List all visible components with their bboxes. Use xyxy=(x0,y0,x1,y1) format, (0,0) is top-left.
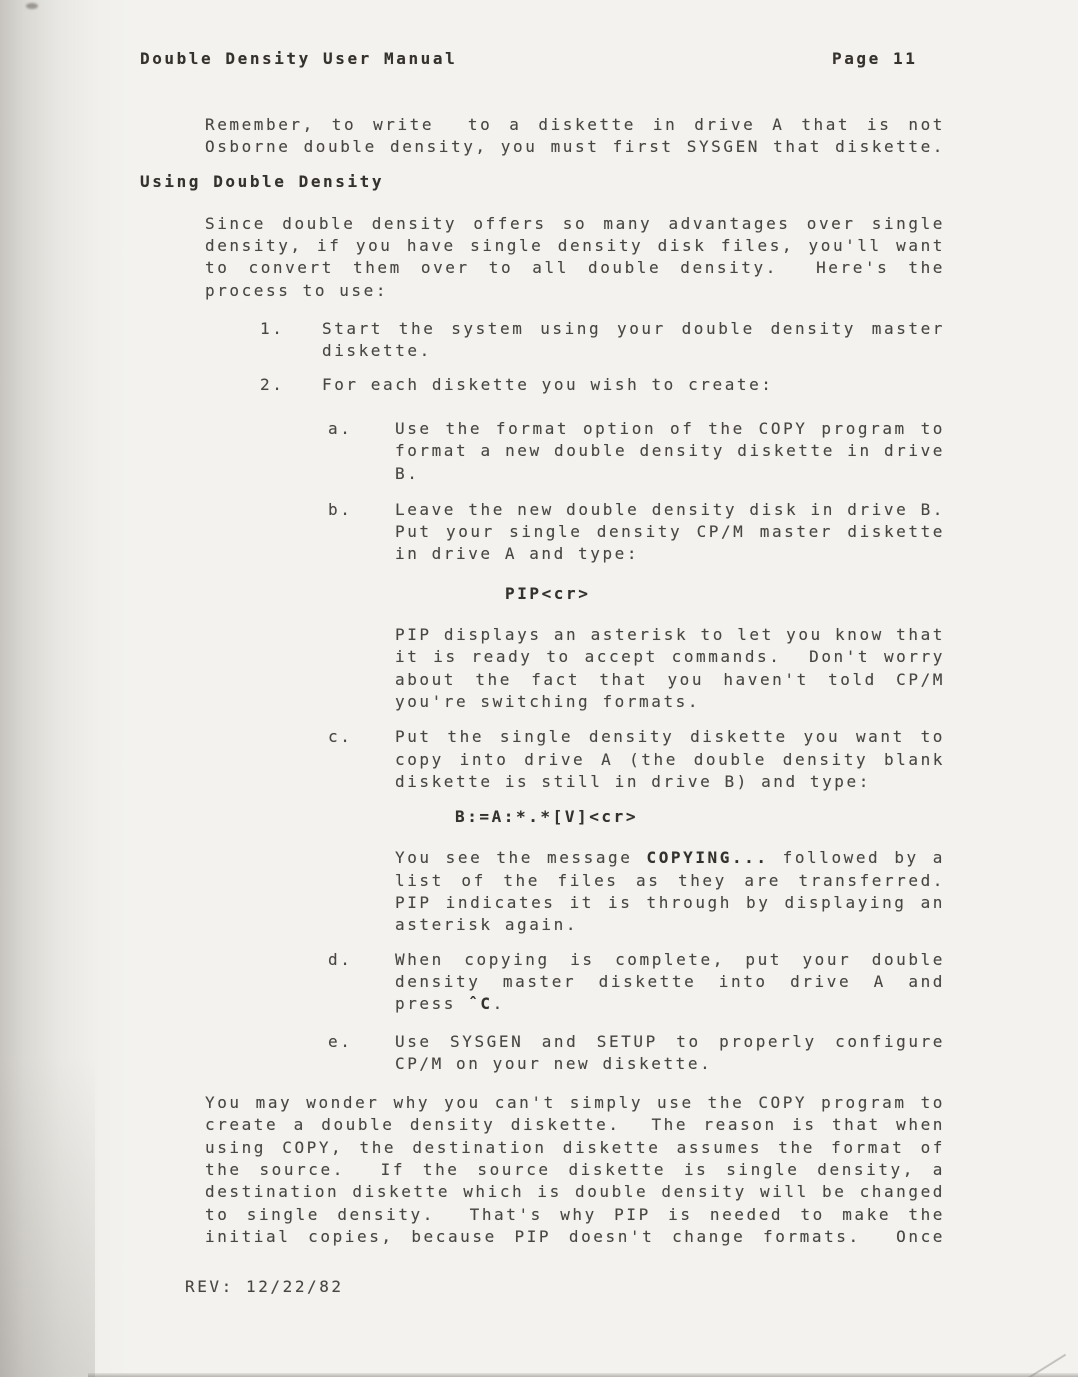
text-line: initial copies, because PIP doesn't change formats. Once xyxy=(205,1226,945,1246)
scan-shadow-left xyxy=(0,0,132,1377)
list-marker: c. xyxy=(328,727,353,747)
text-line: PIP displays an asterisk to let you know that xyxy=(395,625,945,645)
text-line: about the fact that you haven't told CP/M xyxy=(395,669,945,689)
text-line: You see the message COPYING... followed by a xyxy=(395,848,946,868)
list-marker: 1. xyxy=(260,319,285,339)
list-item xyxy=(328,499,945,566)
text-line: PIP indicates it is through by displaying an xyxy=(395,893,945,913)
revision-line: REV: 12/22/82 xyxy=(185,1277,344,1297)
list-item xyxy=(328,949,945,1016)
text-line: to convert them over to all double density. Here's the xyxy=(205,258,945,278)
text-line: the source. If the source diskette is single density, a xyxy=(205,1159,945,1179)
text-line: Put the single density diskette you want to xyxy=(395,727,945,747)
text-line: Remember, to write to a diskette in drive A that is not xyxy=(205,115,945,134)
text-line: Use SYSGEN and SETUP to properly configure xyxy=(395,1031,945,1051)
list-item xyxy=(328,726,945,793)
text-line: you're switching formats. xyxy=(395,691,701,711)
scan-scratch xyxy=(1016,1354,1066,1377)
list-marker: 2. xyxy=(260,374,285,394)
text-line: Use the format option of the COPY program to xyxy=(395,418,945,438)
manual-title: Double Density User Manual xyxy=(140,49,458,68)
text-line: diskette is still in drive B) and type: xyxy=(395,771,871,791)
text-line: diskette. xyxy=(322,341,432,361)
text-line: process to use: xyxy=(205,280,389,300)
text-line: destination diskette which is double density will be changed xyxy=(205,1182,945,1202)
text-line: press ˆC. xyxy=(395,994,505,1014)
list-marker: e. xyxy=(328,1031,353,1051)
scan-speck xyxy=(26,3,38,9)
section-heading: Using Double Density xyxy=(140,171,385,191)
scan-shadow-bottom-left xyxy=(0,1057,95,1377)
paragraph xyxy=(395,847,945,936)
paragraph xyxy=(205,1092,945,1248)
text-line: density master diskette into drive A and xyxy=(395,971,945,991)
command-block xyxy=(505,583,945,605)
list-item xyxy=(328,418,945,485)
command-block xyxy=(455,806,945,828)
paragraph xyxy=(395,624,945,713)
paragraph xyxy=(205,114,945,159)
text-line: When copying is complete, put your double xyxy=(395,949,945,969)
text-line: You may wonder why you can't simply use the COPY program to xyxy=(205,1093,945,1113)
paragraph xyxy=(205,213,945,302)
text-line: Leave the new double density disk in drive B. xyxy=(395,499,945,519)
text-line: CP/M on your new diskette. xyxy=(395,1053,713,1073)
text-line: in drive A and type: xyxy=(395,544,640,564)
text-line: copy into drive A (the double density blank xyxy=(395,749,945,769)
text-line: create a double density diskette. The reason is that when xyxy=(205,1115,945,1135)
list-item xyxy=(328,1031,945,1076)
text-line: format a new double density diskette in drive xyxy=(395,441,945,461)
page-header xyxy=(140,48,1078,71)
text-line: B. xyxy=(395,463,420,483)
list-marker: b. xyxy=(328,499,353,519)
text-line: list of the files as they are transferred. xyxy=(395,870,945,890)
list-marker: a. xyxy=(328,418,353,438)
list-item xyxy=(260,374,945,396)
text-line: density, if you have single density disk files, you'll want xyxy=(205,236,945,256)
text-line: it is ready to accept commands. Don't worry xyxy=(395,647,945,667)
section-heading-block xyxy=(140,171,945,193)
list-item xyxy=(260,318,945,363)
text-line: to single density. That's why PIP is needed to make the xyxy=(205,1204,945,1224)
command-text: PIP<cr> xyxy=(505,583,591,603)
text-line: using COPY, the destination diskette assumes the format of xyxy=(205,1137,945,1157)
document-body xyxy=(140,71,945,1248)
command-text: B:=A:*.*[V]<cr> xyxy=(455,807,639,827)
text-line: asterisk again. xyxy=(395,915,579,935)
scan-edge-bottom xyxy=(88,1373,1078,1377)
text-line: Osborne double density, you must first SYSGEN that diskette. xyxy=(205,137,945,157)
text-line: Since double density offers so many advantages over single xyxy=(205,213,945,233)
page-number: Page 11 xyxy=(832,49,918,68)
list-marker: d. xyxy=(328,949,353,969)
text-line: Put your single density CP/M master diskette xyxy=(395,522,945,542)
text-line: Start the system using your double density master xyxy=(322,319,945,339)
text-line: For each diskette you wish to create: xyxy=(322,374,774,394)
